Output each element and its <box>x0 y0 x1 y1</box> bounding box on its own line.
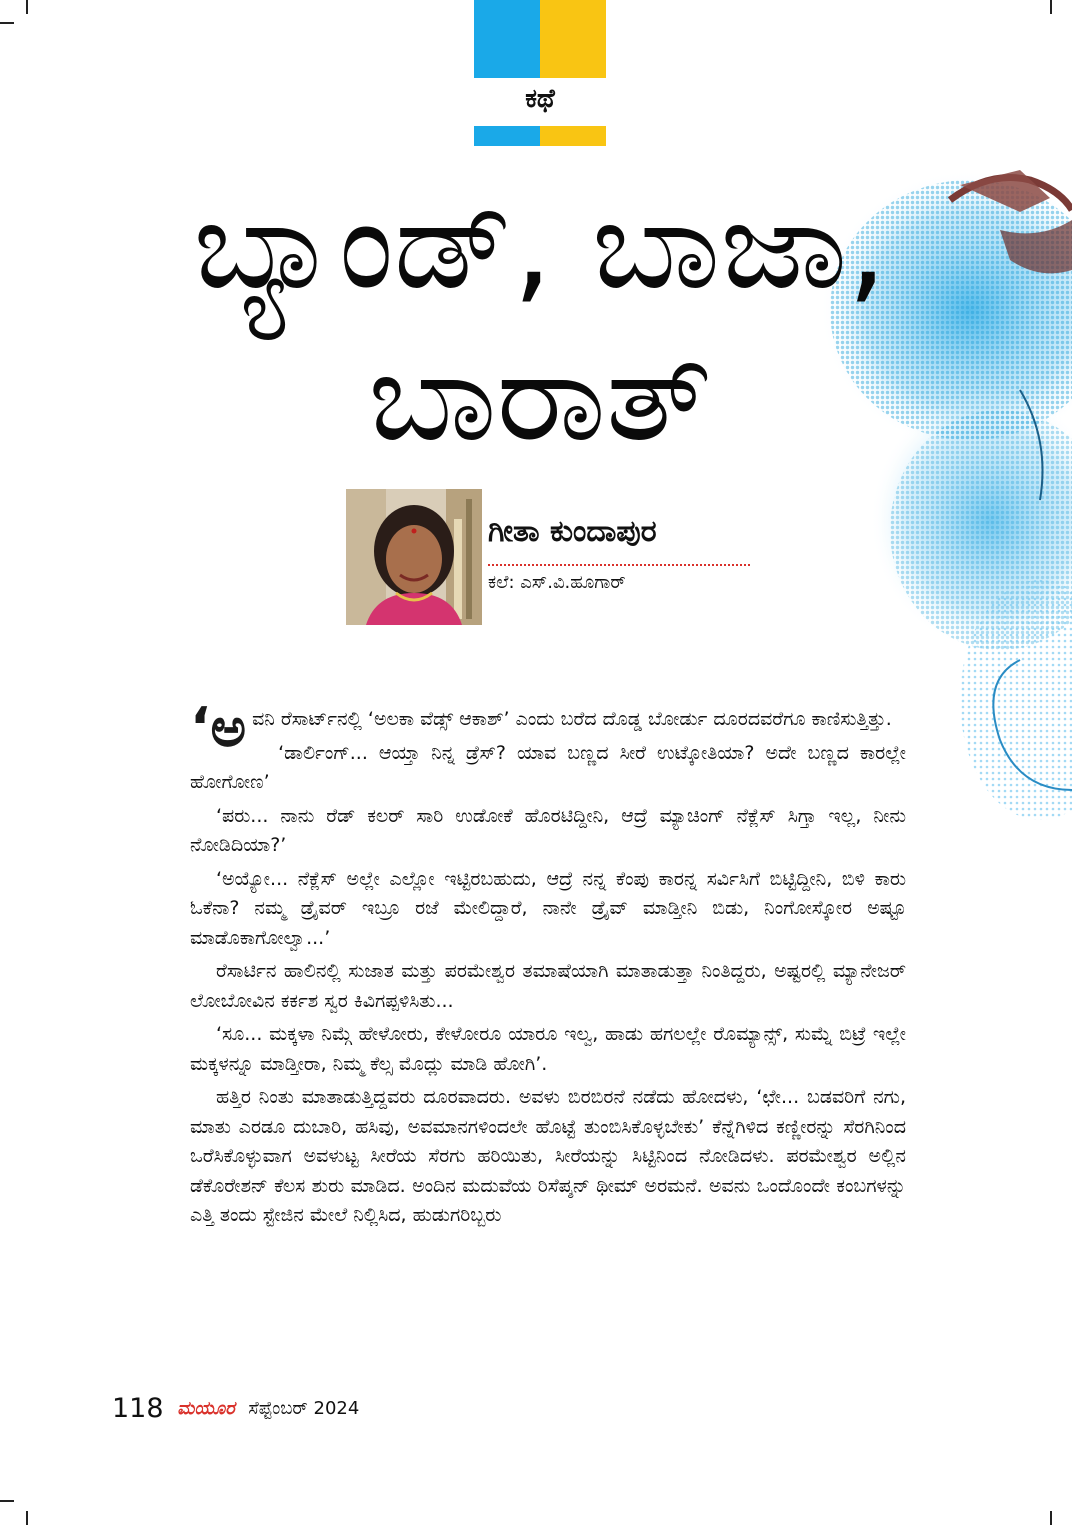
story-paragraph: ‘ಅಯ್ಯೋ... ನೆಕ್ಲೆಸ್ ಅಲ್ಲೇ ಎಲ್ಲೋ ಇಟ್ಟಿರಬಹುದು, ಆದ್ರೆ ನನ್ನ ಕೆಂಪು ಕಾರನ್ನ ಸರ್ವಿಸಿಗೆ ಬಿಟ್ಟಿದ್ದೀನಿ, ಬಿಳಿ ಕಾರು ಓಕೆನಾ? ನಮ್ಮ ಡ್ರೈವರ್ ಇಬ್ರೂ ರಜೆ ಮೇಲಿದ್ದಾರೆ, ನಾನೇ ಡ್ರೈವ್ ಮಾಡ್ತೀನಿ ಬಿಡು, ನಿಂಗೋಸ್ಕೋರ ಅಷ್ಟೂ ಮಾಡೊಕಾಗೋಲ್ವಾ...’ <box>190 867 906 949</box>
author-name: ಗೀತಾ ಕುಂದಾಪುರ <box>488 514 657 549</box>
crop-mark <box>26 0 28 14</box>
category-color-bar-yellow <box>540 0 606 78</box>
crop-mark <box>26 1511 28 1525</box>
story-paragraph: ಹತ್ತಿರ ನಿಂತು ಮಾತಾಡುತ್ತಿದ್ದವರು ದೂರವಾದರು. ಅವಳು ಬಿರಬಿರನೆ ನಡೆದು ಹೋದಳು, ‘ಛೇ... ಬಡವರಿಗೆ ನಗು, ಮಾತು ಎರಡೂ ದುಬಾರಿ, ಹಸಿವು, ಅವಮಾನಗಳಿಂದಲೇ ಹೊಟ್ಟೆ ತುಂಬಿಸಿಕೊಳ್ಳಬೇಕು’ ಕೆನ್ನೆಗಿಳಿದ ಕಣ್ಣೀರನ್ನು ಸೆರಗಿನಿಂದ ಒರೆಸಿಕೊಳ್ಳುವಾಗ ಅವಳುಟ್ಟ ಸೀರೆಯ ಸೆರಗು ಹರಿಯಿತು, ಸೀರೆಯನ್ನು ಸಿಟ್ಟಿನಿಂದ ನೋಡಿದಳು. ಪರಮೇಶ್ವರ ಅಲ್ಲಿನ ಡೆಕೊರೇಶನ್ ಕೆಲಸ ಶುರು ಮಾಡಿದ. ಅಂದಿನ ಮದುವೆಯ ರಿಸೆಪ್ಶನ್ ಥೀಮ್ ಅರಮನೆ. ಅವನು ಒಂದೊಂದೇ ಕಂಬಗಳನ್ನು ಎತ್ತಿ ತಂದು ಸ್ಟೇಜಿನ ಮೇಲೆ ನಿಲ್ಲಿಸಿದ, ಹುಡುಗರಿಬ್ಬರು <box>190 1086 906 1226</box>
category-color-bar-blue <box>474 0 540 78</box>
page-number: 118 <box>112 1393 164 1424</box>
author-photo <box>346 489 482 625</box>
category-label: ಕಥೆ <box>525 84 555 114</box>
story-paragraph <box>190 696 906 759</box>
category-underline-yellow <box>540 126 606 146</box>
dotted-divider <box>488 564 750 566</box>
paragraph-text: ವನಿ ರೆಸಾರ್ಟ್‌ನಲ್ಲಿ ‘ಅಲಕಾ ವೆಡ್ಸ್ ಆಕಾಶ್’ ಎಂದು ಬರೆದ ದೊಡ್ಡ ಬೋರ್ಡು ದೂರದವರೆಗೂ ಕಾಣಿಸುತ್ತಿತ್ತು. <box>252 708 892 730</box>
category-block <box>474 0 606 148</box>
crop-mark <box>1050 1511 1052 1525</box>
page-footer <box>112 1393 359 1429</box>
magazine-logo: ಮಯೂರ <box>177 1398 235 1419</box>
story-title-line-2: ಬಾರಾತ್ <box>368 325 712 469</box>
story-paragraph: ‘ಪರು... ನಾನು ರೆಡ್ ಕಲರ್ ಸಾರಿ ಉಡೋಕೆ ಹೊರಟಿದ್ದೀನಿ, ಆದ್ರೆ ಮ್ಯಾಚಿಂಗ್ ನೆಕ್ಲೆಸ್ ಸಿಗ್ತಾ ಇಲ್ಲ, ನೀನು ನೋಡಿದಿಯಾ?’ <box>190 804 906 856</box>
illustration-credit: ಕಲೆ: ಎಸ್.ವಿ.ಹೂಗಾರ್ <box>488 572 626 593</box>
story-body <box>190 696 906 1235</box>
story-paragraph: ರೆಸಾರ್ಟಿನ ಹಾಲಿನಲ್ಲಿ ಸುಜಾತ ಮತ್ತು ಪರಮೇಶ್ವರ ತಮಾಷೆಯಾಗಿ ಮಾತಾಡುತ್ತಾ ನಿಂತಿದ್ದರು, ಅಷ್ಟರಲ್ಲಿ ಮ್ಯಾನೇಜರ್ ಲೋಬೋವಿನ ಕರ್ಕಶ ಸ್ವರ ಕಿವಿಗಪ್ಪಳಿಸಿತು... <box>190 960 906 1012</box>
crop-mark <box>0 22 14 24</box>
crop-mark <box>0 1500 14 1502</box>
drop-cap: ‘ಅ <box>190 696 247 759</box>
category-underline-blue <box>474 126 540 146</box>
story-title-line-1: ಬ್ಯಾಂಡ್, ಬಾಜಾ, <box>193 173 887 317</box>
story-paragraph: ‘ಸೂ... ಮಕ್ಕಳಾ ನಿಮ್ಗೆ ಹೇಳೋರು, ಕೇಳೋರೂ ಯಾರೂ ಇಲ್ವ, ಹಾಡು ಹಗಲಲ್ಲೇ ರೊಮ್ಯಾನ್ಸ್, ಸುಮ್ನೆ ಬಿಟ್ರೆ ಇಲ್ಲೇ ಮಕ್ಕಳನ್ನೂ ಮಾಡ್ತೀರಾ, ನಿಮ್ಮ ಕೆಲ್ಸ ಮೊದ್ಲು ಮಾಡಿ ಹೋಗಿ’. <box>190 1023 906 1075</box>
story-paragraph: ‘ಡಾರ್ಲಿಂಗ್... ಆಯ್ತಾ ನಿನ್ನ ಡ್ರೆಸ್? ಯಾವ ಬಣ್ಣದ ಸೀರೆ ಉಟ್ಕೋತಿಯಾ? ಅದೇ ಬಣ್ಣದ ಕಾರಲ್ಲೇ ಹೋಗೋಣ’ <box>190 741 906 793</box>
issue-date: ಸೆಪ್ಟೆಂಬರ್ 2024 <box>248 1398 360 1419</box>
crop-mark <box>1050 0 1052 14</box>
